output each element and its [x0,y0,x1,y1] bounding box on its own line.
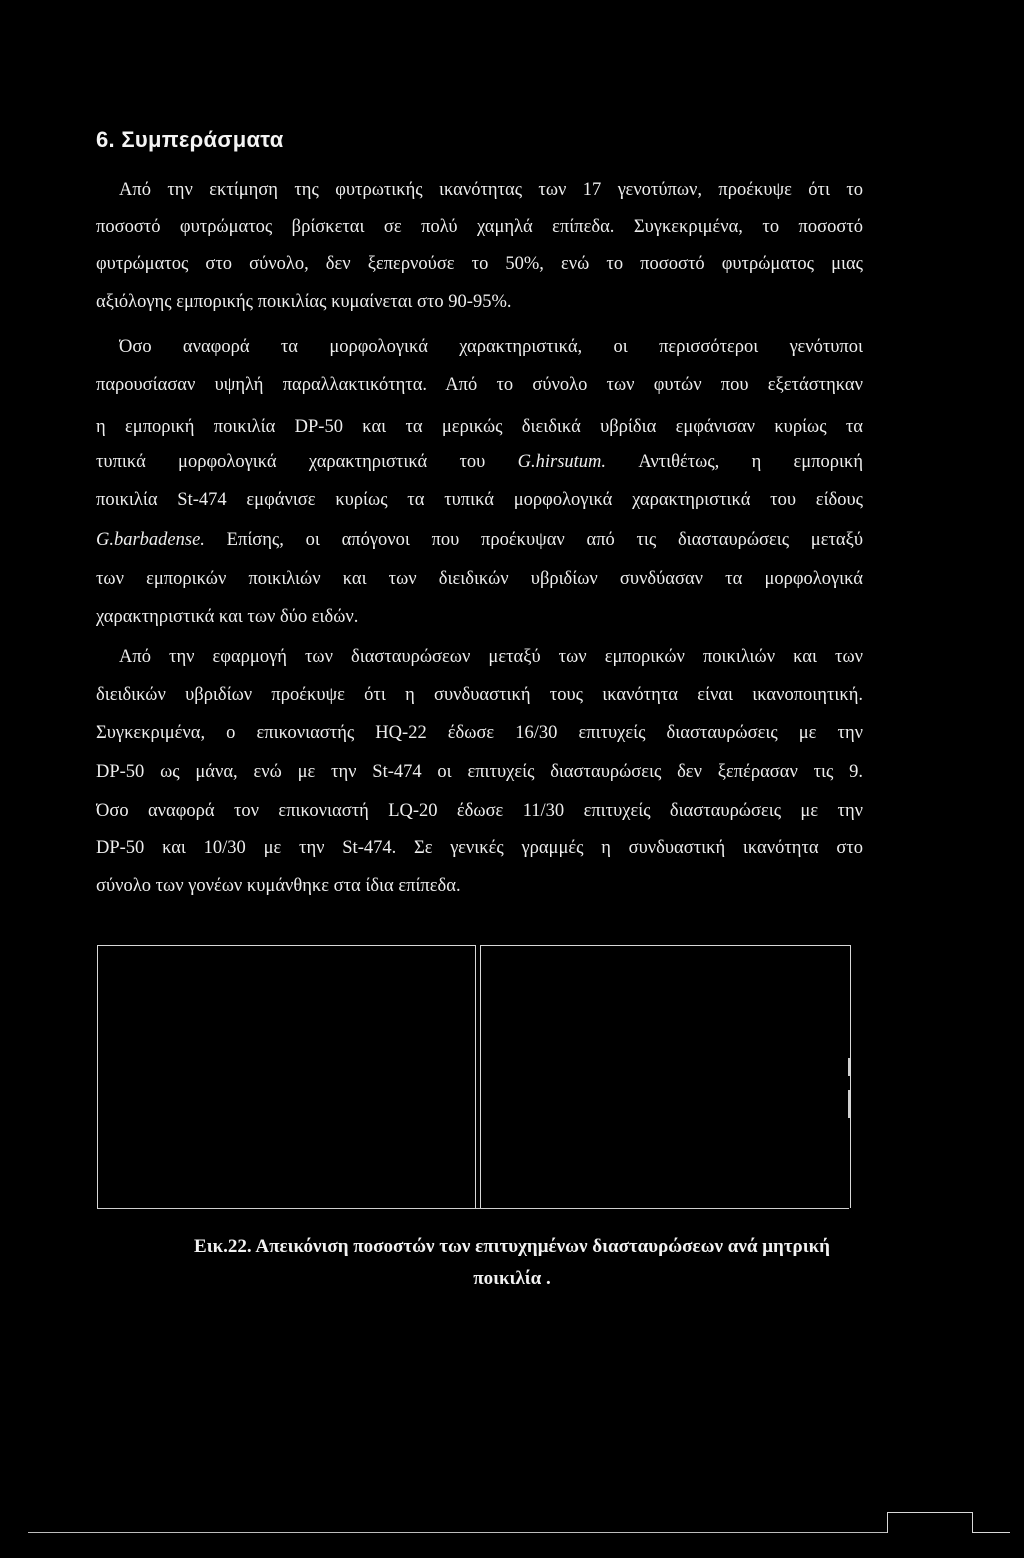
paragraph-line: των εμπορικών ποικιλιών και των διειδικών υβριδίων συνδύασαν τα μορφολογικά [96,569,863,589]
footer-rule [28,1532,888,1533]
figure-caption: Εικ.22. Απεικόνιση ποσοστών των επιτυχημένων διασταυρώσεων ανά μητρική [194,1236,830,1257]
paragraph-line: ποικιλία St-474 εμφάνισε κυρίως τα τυπικά μορφολογικά χαρακτηριστικά του είδους [96,490,863,510]
section-heading: 6. Συμπεράσματα [96,127,284,152]
species-name: G.hirsutum. [517,452,607,472]
paragraph-line: διειδικών υβριδίων προέκυψε ότι η συνδυαστική τους ικανότητα είναι ικανοποιητική. [96,685,863,705]
species-name: G.barbadense. [96,530,205,550]
figure-image-right [480,945,851,1208]
paragraph-line: αξιόλογης εμπορικής ποικιλίας κυμαίνεται στο 90-95%. [96,292,512,312]
footer-rule-vertical [972,1512,973,1533]
paragraph-line: Από την εκτίμηση της φυτρωτικής ικανότητας των 17 γενοτύπων, προέκυψε ότι το [119,180,863,200]
footer-rule [972,1532,1010,1533]
paragraph-line: σύνολο των γονέων κυμάνθηκε στα ίδια επίπεδα. [96,876,461,896]
paragraph-line: Όσο αναφορά τον επικονιαστή LQ-20 έδωσε 11/30 επιτυχείς διασταυρώσεις με την [96,801,863,821]
text-fragment: Αντιθέτως, η εμπορική [638,452,863,472]
paragraph-line: Όσο αναφορά τα μορφολογικά χαρακτηριστικά, οι περισσότεροι γενότυποι [119,337,863,357]
figure-baseline [97,1208,849,1209]
paragraph-line: χαρακτηριστικά και των δύο ειδών. [96,607,359,627]
text-fragment: Επίσης, οι απόγονοι που προέκυψαν από τις διασταυρώσεις μεταξύ [226,530,863,550]
figure-tick-mark [848,1058,850,1076]
footer-rule-vertical [887,1512,888,1533]
figure-image-left [97,945,476,1208]
figure-caption-continuation: ποικιλία . [473,1268,551,1289]
paragraph-line: Από την εφαρμογή των διασταυρώσεων μεταξύ των εμπορικών ποικιλιών και των [119,647,863,667]
text-fragment: τυπικά μορφολογικά χαρακτηριστικά του [96,452,486,472]
paragraph-line: η εμπορική ποικιλία DP-50 και τα μερικώς διειδικά υβρίδια εμφάνισαν κυρίως τα [96,417,863,437]
paragraph-line: φυτρώματος στο σύνολο, δεν ξεπερνούσε το 50%, ενώ το ποσοστό φυτρώματος μιας [96,254,863,274]
footer-rule-top [887,1512,973,1513]
paragraph-line-mixed [96,449,863,475]
paragraph-line-mixed [96,527,863,553]
paragraph-line: DP-50 ως μάνα, ενώ με την St-474 οι επιτυχείς διασταυρώσεις δεν ξεπέρασαν τις 9. [96,762,863,782]
paragraph-line: παρουσίασαν υψηλή παραλλακτικότητα. Από το σύνολο των φυτών που εξετάστηκαν [96,375,863,395]
figure-tick-mark [848,1090,850,1118]
paragraph-line: Συγκεκριμένα, ο επικονιαστής HQ-22 έδωσε 16/30 επιτυχείς διασταυρώσεις με την [96,723,863,743]
paragraph-line: DP-50 και 10/30 με την St-474. Σε γενικές γραμμές η συνδυαστική ικανότητα στο [96,838,863,858]
paragraph-line: ποσοστό φυτρώματος βρίσκεται σε πολύ χαμηλά επίπεδα. Συγκεκριμένα, το ποσοστό [96,217,863,237]
